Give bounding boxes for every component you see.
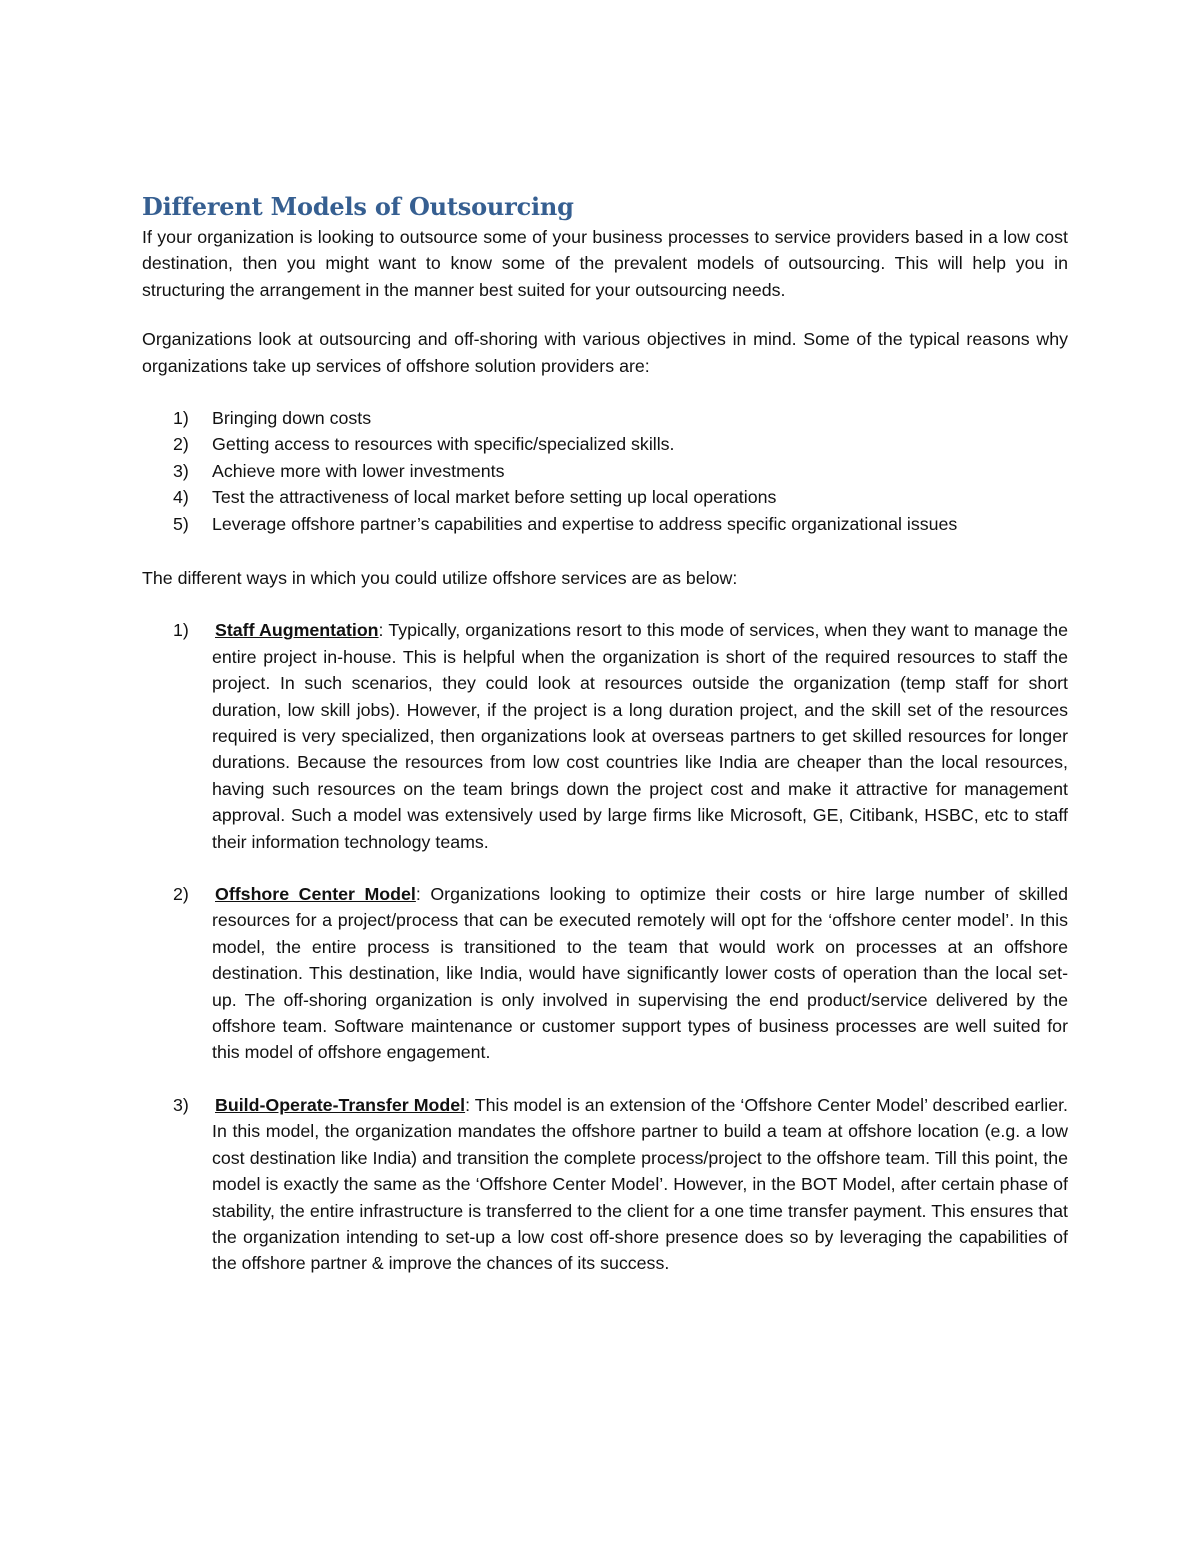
intro-paragraph: If your organization is looking to outsource some of your business processes to service providers based in a low cost destination, then you might want to know some of the prevalent models of outsourcing. This will help you in structuring the arrangement in the manner best suited for your outsourcing needs.	[142, 227, 1068, 300]
models-list	[142, 617, 1068, 1276]
list-item-text: Bringing down costs	[212, 408, 372, 429]
list-number: 1)	[173, 408, 189, 429]
list-item	[142, 458, 1068, 484]
model-item-staff-augmentation	[142, 617, 1068, 855]
list-number: 3)	[173, 1094, 189, 1115]
list-item	[142, 405, 1068, 431]
reasons-list	[142, 405, 1068, 537]
ways-paragraph: The different ways in which you could utilize offshore services are as below:	[142, 567, 738, 588]
model-name: Build-Operate-Transfer Model	[215, 1094, 466, 1115]
model-description: : This model is an extension of the ‘Offshore Center Model’ described earlier. In this model, the organization mandates the offshore partner to build a team at offshore location (e.g. a low cost destination like India) and transition the complete process/project to the offshore team. Till this point, the model is exactly the same as the ‘Offshore Center Model’. However, in the BOT Model, after certain phase of stability, the entire infrastructure is transferred to the client for a one time transfer payment. This ensures that the organization intending to set-up a low cost off-shore presence does so by leveraging the capabilities of the offshore partner & improve the chances of its success.	[212, 1094, 1068, 1274]
list-number: 2)	[173, 434, 189, 455]
list-number: 4)	[173, 487, 189, 508]
list-item-text: Getting access to resources with specific/specialized skills.	[212, 434, 675, 455]
model-item-offshore-center	[142, 881, 1068, 1066]
list-item-text: Leverage offshore partner’s capabilities and expertise to address specific organizational issues	[212, 513, 958, 534]
list-item	[142, 484, 1068, 510]
document-content	[142, 190, 1068, 1303]
list-item-text: Achieve more with lower investments	[212, 460, 505, 481]
document-title: Different Models of Outsourcing	[142, 192, 574, 221]
list-number: 1)	[173, 620, 189, 641]
list-item	[142, 431, 1068, 457]
list-number: 2)	[173, 884, 189, 905]
objectives-paragraph: Organizations look at outsourcing and off-shoring with various objectives in mind. Some of the typical reasons why organizations take up services of offshore solution providers are:	[142, 329, 1068, 376]
model-name: Staff Augmentation	[215, 620, 379, 641]
model-name: Offshore Center Model	[215, 884, 416, 905]
list-number: 3)	[173, 460, 189, 481]
list-item-text: Test the attractiveness of local market before setting up local operations	[212, 487, 777, 508]
model-description: : Organizations looking to optimize their costs or hire large number of skilled resources for a project/process that can be executed remotely will opt for the ‘offshore center model’. In this model, the entire process is transitioned to the team that would work on processes at an offshore destination. This destination, like India, would have significantly lower costs of operation than the local set-up. The off-shoring organization is only involved in supervising the end product/service delivered by the offshore team. Software maintenance or customer support types of business processes are well suited for this model of offshore engagement.	[212, 884, 1068, 1063]
list-number: 5)	[173, 513, 189, 534]
model-description: : Typically, organizations resort to this mode of services, when they want to manage the entire project in-house. This is helpful when the organization is short of the required resources to staff the project. In such scenarios, they could look at resources outside the organization (temp staff for short duration, low skill jobs). However, if the project is a long duration project, and the skill set of the resources required is very specialized, then organizations look at overseas partners to get skilled resources for longer durations. Because the resources from low cost countries like India are cheaper than the local resources, having such resources on the team brings down the project cost and make it attractive for management approval. Such a model was extensively used by large firms like Microsoft, GE, Citibank, HSBC, etc to staff their information technology teams.	[212, 620, 1068, 852]
model-item-build-operate-transfer	[142, 1092, 1068, 1277]
list-item	[142, 511, 1068, 537]
